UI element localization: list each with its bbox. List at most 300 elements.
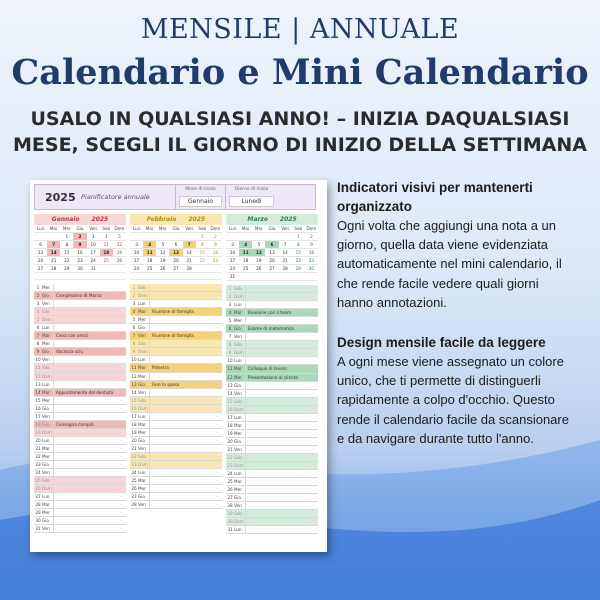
mini-calendar-day[interactable]: 12 [252, 249, 265, 257]
day-row[interactable] [34, 324, 126, 332]
mini-calendar-day[interactable]: 13 [34, 249, 47, 257]
day-number: 22 [131, 453, 137, 459]
start-month-value[interactable]: Gennaio [179, 196, 222, 207]
day-weekday: Mer [234, 430, 242, 436]
day-row[interactable] [226, 430, 318, 438]
day-row[interactable] [226, 518, 318, 526]
mini-calendar-day[interactable]: 11 [100, 241, 113, 249]
day-weekday: Mer [42, 285, 50, 290]
day-row[interactable] [130, 485, 222, 493]
mini-calendar-day[interactable]: 15 [196, 249, 209, 257]
day-row[interactable] [130, 421, 222, 429]
mini-calendar-day[interactable]: 1 [196, 233, 209, 241]
day-row[interactable] [130, 332, 222, 340]
day-note[interactable] [53, 356, 126, 363]
day-note[interactable] [245, 285, 318, 292]
mini-calendar-day[interactable]: 26 [252, 265, 265, 273]
mini-calendar-day[interactable]: 28 [47, 265, 60, 273]
mini-calendar-day[interactable]: 7 [183, 241, 196, 249]
day-row[interactable] [34, 429, 126, 437]
day-row[interactable] [130, 429, 222, 437]
mini-calendar-day[interactable]: 30 [305, 265, 318, 273]
day-note[interactable] [245, 518, 318, 525]
day-note[interactable] [149, 413, 222, 420]
day-note[interactable] [53, 477, 126, 484]
day-note[interactable] [149, 453, 222, 460]
mini-calendar-day[interactable]: 24 [226, 265, 239, 273]
mini-calendar-day[interactable]: 4 [239, 241, 252, 249]
day-note[interactable] [149, 356, 222, 363]
day-note[interactable] [149, 340, 222, 347]
day-row[interactable] [130, 501, 222, 509]
day-note[interactable] [149, 469, 222, 476]
day-note[interactable] [245, 494, 318, 501]
day-number: 26 [227, 487, 233, 493]
day-row[interactable] [34, 332, 126, 340]
day-row[interactable] [226, 357, 318, 365]
day-row[interactable] [34, 397, 126, 405]
day-row[interactable] [226, 341, 318, 349]
mini-calendar-day[interactable]: 17 [226, 257, 239, 265]
subtitle-line-2: MESE, SCEGLI IL GIORNO DI INIZIO DELLA SETTIMANA [13, 134, 587, 156]
day-row[interactable] [226, 285, 318, 293]
day-row[interactable] [34, 509, 126, 517]
mini-calendar-day [209, 273, 222, 280]
day-note[interactable] [53, 469, 126, 476]
day-row[interactable] [34, 389, 126, 397]
start-day-value[interactable]: Lunedì [229, 196, 274, 207]
mini-calendar-day[interactable]: 1 [60, 233, 73, 241]
mini-calendar-day[interactable]: 11 [143, 249, 156, 257]
mini-calendar-day[interactable]: 31 [226, 273, 239, 281]
day-row[interactable] [34, 445, 126, 453]
day-note[interactable] [149, 316, 222, 323]
day-note[interactable] [149, 429, 222, 436]
mini-calendar-day[interactable]: 10 [87, 241, 100, 249]
day-note[interactable] [245, 414, 318, 421]
day-row[interactable] [226, 390, 318, 398]
day-note[interactable]: Vacanza sciu [53, 348, 126, 355]
day-row[interactable] [130, 469, 222, 477]
day-note[interactable] [245, 486, 318, 493]
mini-calendar-day[interactable]: 28 [183, 265, 196, 273]
day-row[interactable] [226, 301, 318, 309]
mini-calendar-day[interactable]: 23 [209, 257, 222, 265]
day-note[interactable] [245, 317, 318, 324]
day-note[interactable] [53, 381, 126, 388]
day-note[interactable] [53, 284, 126, 291]
day-note[interactable]: Appuntamento dal dentista [53, 389, 126, 396]
day-row[interactable] [34, 517, 126, 525]
day-note[interactable] [149, 445, 222, 452]
day-note[interactable] [245, 470, 318, 477]
day-note[interactable] [53, 397, 126, 404]
mini-calendar-day[interactable]: 13 [169, 249, 182, 257]
day-note[interactable]: Riunione con il team [245, 309, 318, 316]
mini-calendar-day[interactable]: 3 [87, 233, 100, 241]
day-row[interactable] [34, 405, 126, 413]
day-row[interactable] [226, 333, 318, 341]
day-note[interactable] [245, 478, 318, 485]
mini-calendar-day[interactable]: 16 [73, 249, 86, 257]
mini-calendar-day[interactable]: 6 [34, 241, 47, 249]
day-row[interactable] [130, 445, 222, 453]
day-note[interactable] [245, 438, 318, 445]
day-note[interactable] [53, 300, 126, 307]
day-row[interactable] [226, 365, 318, 373]
day-note[interactable] [53, 517, 126, 524]
day-row[interactable] [226, 398, 318, 406]
day-note[interactable] [149, 324, 222, 331]
mini-calendar-day[interactable]: 19 [156, 257, 169, 265]
mini-calendar-day[interactable]: 9 [209, 241, 222, 249]
mini-calendar-day[interactable]: 10 [130, 249, 143, 257]
day-note[interactable] [149, 485, 222, 492]
day-weekday: Gio [42, 462, 49, 468]
day-row[interactable] [130, 284, 222, 292]
mini-calendar-day[interactable]: 14 [183, 249, 196, 257]
mini-calendar-day[interactable]: 2 [305, 233, 318, 241]
day-note[interactable] [245, 462, 318, 469]
mini-calendar-day[interactable]: 25 [100, 257, 113, 265]
day-row[interactable] [226, 293, 318, 301]
day-note[interactable] [245, 333, 318, 340]
day-number: 14 [227, 390, 233, 396]
mini-calendar-day[interactable]: 26 [156, 265, 169, 273]
day-row[interactable] [226, 486, 318, 494]
day-row[interactable] [226, 406, 318, 414]
mini-calendar-day[interactable]: 12 [113, 241, 126, 249]
mini-calendar-day[interactable]: 24 [87, 257, 100, 265]
day-note[interactable] [149, 397, 222, 404]
day-weekday: Lun [138, 357, 146, 363]
mini-calendar-day[interactable]: 6 [169, 241, 182, 249]
mini-calendar-day[interactable]: 5 [252, 241, 265, 249]
mini-calendar-day[interactable]: 23 [73, 257, 86, 265]
mini-calendar-day[interactable]: 17 [130, 257, 143, 265]
day-row[interactable] [130, 477, 222, 485]
day-row[interactable] [226, 317, 318, 325]
mini-calendar-day[interactable]: 8 [60, 241, 73, 249]
mini-calendar-day[interactable]: 3 [130, 241, 143, 249]
day-note[interactable] [53, 485, 126, 492]
mini-calendar-day[interactable]: 5 [113, 233, 126, 241]
day-row[interactable] [226, 502, 318, 510]
day-row[interactable] [34, 437, 126, 445]
day-note[interactable] [245, 349, 318, 356]
day-row[interactable] [226, 422, 318, 430]
day-note[interactable]: Fare la spesa [149, 381, 222, 388]
day-row[interactable] [130, 356, 222, 364]
mini-calendar-day[interactable]: 18 [239, 257, 252, 265]
mini-calendar-day[interactable]: 8 [292, 241, 305, 249]
day-note[interactable] [53, 340, 126, 347]
day-row[interactable] [226, 470, 318, 478]
mini-calendar-day[interactable]: 15 [292, 249, 305, 257]
day-row[interactable] [34, 485, 126, 493]
day-note[interactable] [245, 357, 318, 364]
day-number: 17 [35, 413, 41, 419]
subtitle-line-1: USALO IN QUALSIASI ANNO! – INIZIA DAQUALSIASI [30, 108, 570, 130]
mini-calendar-day[interactable]: 25 [143, 265, 156, 273]
day-note[interactable] [245, 293, 318, 300]
day-weekday: Dom [138, 462, 148, 468]
weekday-header: Lun [34, 225, 47, 233]
day-note[interactable] [245, 454, 318, 461]
day-number: 28 [227, 503, 233, 509]
mini-calendar-day[interactable]: 27 [265, 265, 278, 273]
mini-calendar-day [265, 273, 278, 281]
day-row[interactable] [226, 325, 318, 333]
mini-calendar-day[interactable]: 27 [169, 265, 182, 273]
day-row[interactable] [130, 348, 222, 356]
day-row[interactable] [34, 493, 126, 501]
mini-calendar-day[interactable]: 31 [87, 265, 100, 273]
mini-calendar-day[interactable]: 17 [87, 249, 100, 257]
mini-calendar-day[interactable]: 29 [292, 265, 305, 273]
day-row[interactable] [226, 349, 318, 357]
mini-calendar-day[interactable]: 27 [34, 265, 47, 273]
day-note[interactable] [149, 348, 222, 355]
day-row[interactable] [34, 292, 126, 300]
day-row[interactable] [130, 461, 222, 469]
mini-calendar-day[interactable]: 3 [226, 241, 239, 249]
day-row[interactable] [226, 510, 318, 518]
day-note[interactable]: Colloquio di lavoro [245, 365, 318, 372]
mini-calendar-day[interactable]: 15 [60, 249, 73, 257]
day-row[interactable] [226, 446, 318, 454]
day-note[interactable] [53, 445, 126, 452]
mini-calendar-day[interactable]: 8 [196, 241, 209, 249]
day-note[interactable] [53, 364, 126, 371]
day-row[interactable] [226, 382, 318, 390]
day-row[interactable] [130, 397, 222, 405]
day-note[interactable] [53, 373, 126, 380]
mini-calendar-day [252, 233, 265, 241]
day-row[interactable] [34, 461, 126, 469]
day-note[interactable]: Esame di matematica [245, 325, 318, 332]
start-day-selector[interactable] [225, 185, 277, 209]
day-row[interactable] [34, 308, 126, 316]
day-row[interactable] [226, 414, 318, 422]
day-row[interactable] [130, 308, 222, 316]
day-note[interactable] [149, 477, 222, 484]
day-note[interactable] [149, 300, 222, 307]
day-row[interactable] [226, 478, 318, 486]
day-note[interactable] [149, 421, 222, 428]
mini-calendar-day[interactable]: 13 [265, 249, 278, 257]
day-note[interactable] [149, 461, 222, 468]
mini-calendar-day[interactable]: 6 [265, 241, 278, 249]
day-note[interactable] [245, 301, 318, 308]
mini-calendar-day[interactable]: 22 [292, 257, 305, 265]
day-note[interactable] [245, 526, 318, 533]
day-note[interactable] [245, 406, 318, 413]
day-row[interactable] [226, 494, 318, 502]
day-note[interactable]: Compleanno di Marco [53, 292, 126, 299]
day-row[interactable] [34, 501, 126, 509]
day-weekday: Sab [42, 478, 50, 484]
day-note[interactable] [149, 493, 222, 500]
day-note[interactable] [53, 493, 126, 500]
day-row[interactable] [226, 454, 318, 462]
mini-calendar-day[interactable]: 20 [34, 257, 47, 265]
day-note[interactable] [53, 525, 126, 532]
day-row[interactable] [130, 340, 222, 348]
day-row[interactable] [34, 356, 126, 364]
day-row[interactable] [34, 477, 126, 485]
day-row[interactable] [130, 437, 222, 445]
day-note[interactable] [53, 501, 126, 508]
mini-calendar-day[interactable]: 1 [292, 233, 305, 241]
day-weekday: Mer [42, 510, 50, 516]
day-row[interactable] [34, 525, 126, 533]
day-row[interactable] [130, 493, 222, 501]
day-row[interactable] [226, 374, 318, 382]
day-row[interactable] [226, 462, 318, 470]
day-note[interactable] [149, 405, 222, 412]
day-note[interactable] [149, 501, 222, 508]
day-row[interactable] [130, 381, 222, 389]
day-row[interactable] [34, 340, 126, 348]
day-note[interactable] [53, 453, 126, 460]
day-note[interactable] [53, 316, 126, 323]
day-row[interactable] [226, 309, 318, 317]
mini-calendar-day[interactable]: 4 [100, 233, 113, 241]
mini-calendar-day[interactable]: 18 [143, 257, 156, 265]
day-note[interactable] [53, 461, 126, 468]
day-note[interactable] [53, 413, 126, 420]
day-number: 7 [228, 334, 232, 340]
day-row[interactable] [34, 469, 126, 477]
day-note[interactable] [53, 324, 126, 331]
day-number: 7 [132, 333, 136, 339]
mini-calendar-day[interactable]: 11 [239, 249, 252, 257]
day-note[interactable]: Consegna compiti [53, 421, 126, 428]
mini-calendar-day[interactable]: 22 [60, 257, 73, 265]
mini-calendar-day[interactable]: 21 [183, 257, 196, 265]
mini-calendar-day [143, 273, 156, 280]
weekday-header: Gio [169, 225, 182, 233]
day-row[interactable] [130, 316, 222, 324]
day-note[interactable] [245, 422, 318, 429]
day-row[interactable] [34, 413, 126, 421]
day-note[interactable] [149, 389, 222, 396]
day-note[interactable] [245, 446, 318, 453]
mini-calendar-day[interactable]: 29 [60, 265, 73, 273]
mini-calendar-day[interactable]: 9 [305, 241, 318, 249]
mini-calendar-day[interactable]: 23 [305, 257, 318, 265]
mini-calendar-day[interactable]: 21 [279, 257, 292, 265]
mini-calendar-day[interactable]: 10 [226, 249, 239, 257]
day-row[interactable] [34, 300, 126, 308]
mini-calendar-day[interactable]: 16 [305, 249, 318, 257]
day-row[interactable] [34, 373, 126, 381]
day-note[interactable]: Palestra [149, 364, 222, 371]
day-row[interactable] [130, 364, 222, 372]
mini-calendar-day[interactable]: 28 [279, 265, 292, 273]
day-row[interactable] [34, 316, 126, 324]
mini-calendar-day[interactable]: 30 [73, 265, 86, 273]
mini-calendar-day[interactable]: 14 [279, 249, 292, 257]
day-row[interactable] [34, 453, 126, 461]
day-note[interactable]: Riunione di famiglia [149, 332, 222, 339]
day-note[interactable]: Riunione di famiglia [149, 308, 222, 315]
day-weekday: Ven [234, 334, 242, 340]
mini-calendar-day[interactable]: 12 [156, 249, 169, 257]
day-note[interactable] [245, 382, 318, 389]
day-row[interactable] [226, 438, 318, 446]
day-number: 18 [227, 422, 233, 428]
day-number: 14 [35, 389, 41, 395]
day-note[interactable] [245, 510, 318, 517]
day-row[interactable] [34, 284, 126, 292]
mini-calendar-day[interactable]: 5 [156, 241, 169, 249]
mini-calendar-day[interactable]: 21 [47, 257, 60, 265]
day-note[interactable] [53, 509, 126, 516]
day-note[interactable] [245, 502, 318, 509]
day-note[interactable] [245, 398, 318, 405]
day-note[interactable] [149, 373, 222, 380]
mini-calendar-day[interactable]: 9 [73, 241, 86, 249]
mini-calendar-day[interactable]: 18 [100, 249, 113, 257]
day-row[interactable] [34, 381, 126, 389]
mini-calendar-day[interactable]: 19 [252, 257, 265, 265]
day-row[interactable] [130, 373, 222, 381]
day-row[interactable] [130, 389, 222, 397]
mini-calendar-day[interactable]: 26 [113, 257, 126, 265]
day-row[interactable] [34, 348, 126, 356]
day-note[interactable] [149, 292, 222, 299]
day-note[interactable] [149, 437, 222, 444]
mini-calendar-day [143, 233, 156, 241]
mini-calendar-day[interactable]: 20 [169, 257, 182, 265]
mini-calendar-day[interactable]: 14 [47, 249, 60, 257]
day-note[interactable] [245, 341, 318, 348]
mini-calendar-day[interactable]: 20 [265, 257, 278, 265]
day-note[interactable] [53, 429, 126, 436]
day-row[interactable] [130, 292, 222, 300]
mini-calendar-day[interactable]: 22 [196, 257, 209, 265]
mini-calendar-day[interactable]: 7 [279, 241, 292, 249]
mini-calendar-day[interactable]: 24 [130, 265, 143, 273]
mini-calendar-day[interactable]: 25 [239, 265, 252, 273]
day-row[interactable] [130, 324, 222, 332]
day-row[interactable] [130, 300, 222, 308]
day-row[interactable] [226, 526, 318, 534]
day-row[interactable] [34, 364, 126, 372]
day-note[interactable] [245, 390, 318, 397]
day-row[interactable] [130, 405, 222, 413]
day-note[interactable] [245, 430, 318, 437]
day-row[interactable] [34, 421, 126, 429]
mini-calendar-day[interactable]: 16 [209, 249, 222, 257]
day-note[interactable] [53, 437, 126, 444]
mini-calendar-day[interactable]: 4 [143, 241, 156, 249]
day-note[interactable] [53, 308, 126, 315]
day-row[interactable] [130, 413, 222, 421]
mini-calendar-day[interactable]: 2 [209, 233, 222, 241]
day-note[interactable] [149, 284, 222, 291]
day-note[interactable] [53, 405, 126, 412]
day-row[interactable] [130, 453, 222, 461]
mini-calendar-day[interactable]: 2 [73, 233, 86, 241]
day-note[interactable]: Cena con amici [53, 332, 126, 339]
start-month-selector[interactable] [175, 185, 225, 209]
mini-calendar-day[interactable]: 7 [47, 241, 60, 249]
mini-calendar-day[interactable]: 19 [113, 249, 126, 257]
day-note[interactable]: Presentazione al cliente [245, 374, 318, 381]
